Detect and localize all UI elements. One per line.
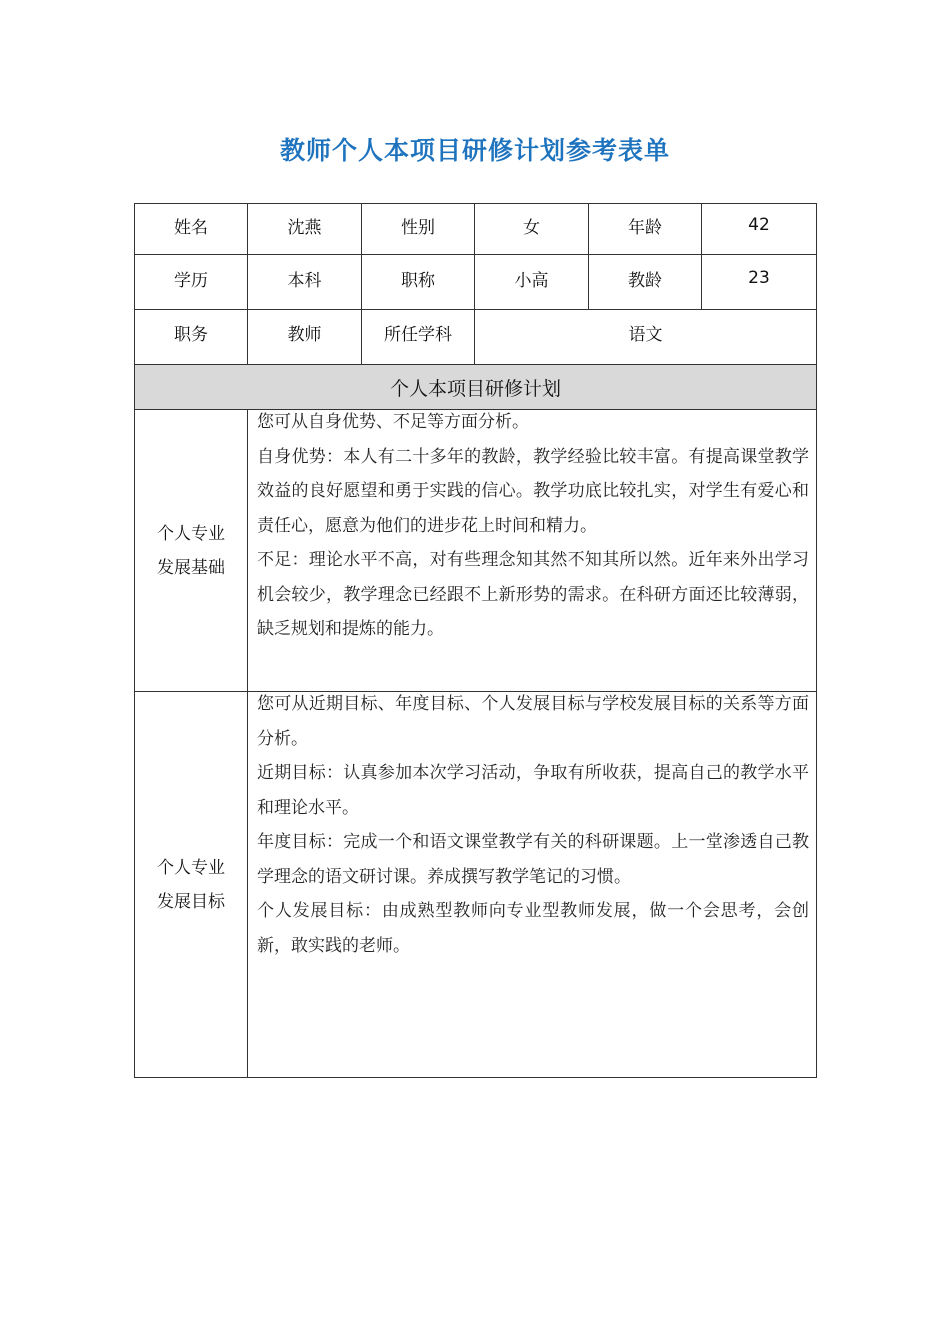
education-label-cell [135, 255, 248, 310]
name-value-cell [248, 204, 362, 255]
teaching-years-value-cell [702, 255, 817, 310]
foundation-label-line1: 个人专业 [157, 523, 225, 544]
position-value-cell [248, 310, 362, 365]
position-label-cell [135, 310, 248, 365]
name-label-cell [135, 204, 248, 255]
table-row [135, 204, 817, 255]
foundation-label-cell [135, 410, 248, 692]
age-label: 年龄 [628, 217, 662, 238]
gender-label: 性别 [401, 217, 435, 238]
page-title: 教师个人本项目研修计划参考表单 [279, 136, 670, 165]
table-row [135, 365, 817, 410]
education-label: 学历 [174, 270, 208, 291]
age-label-cell [589, 204, 702, 255]
goals-paragraph: 您可从近期目标、年度目标、个人发展目标与学校发展目标的关系等方面分析。 [257, 694, 809, 749]
table-row [135, 255, 817, 310]
goals-label-line2: 发展目标 [157, 891, 225, 912]
education-value: 本科 [287, 270, 322, 291]
section-header [135, 365, 817, 410]
education-value-cell [248, 255, 362, 310]
foundation-content-cell [248, 410, 817, 692]
subject-label-cell [362, 310, 475, 365]
subject-value-cell [475, 310, 817, 365]
goals-content-cell [248, 692, 817, 1078]
goals-label-line1: 个人专业 [157, 857, 225, 878]
goals-label-cell [135, 692, 248, 1078]
position-value: 教师 [287, 324, 322, 345]
age-value-cell [702, 204, 817, 255]
gender-label-cell [362, 204, 475, 255]
table-row [135, 692, 817, 1078]
foundation-paragraph: 您可从自身优势、不足等方面分析。 [257, 412, 529, 432]
name-value: 沈燕 [287, 217, 322, 238]
rank-label-cell [362, 255, 475, 310]
position-label: 职务 [174, 324, 208, 345]
table-row [135, 410, 817, 692]
subject-value: 语文 [628, 324, 663, 345]
goals-paragraph: 个人发展目标：由成熟型教师向专业型教师发展，做一个会思考，会创新，敢实践的老师。 [257, 901, 809, 956]
teaching-years-value: 23 [748, 268, 770, 288]
rank-label: 职称 [401, 270, 435, 291]
foundation-label-line2: 发展基础 [157, 557, 225, 578]
rank-value-cell [475, 255, 589, 310]
plan-form-table [134, 203, 817, 1078]
gender-value: 女 [523, 217, 540, 238]
table-row [135, 310, 817, 365]
teaching-years-label-cell [589, 255, 702, 310]
section-title: 个人本项目研修计划 [389, 377, 561, 400]
goals-paragraph: 年度目标：完成一个和语文课堂教学有关的科研课题。上一堂渗透自己教学理念的语文研讨课。养成撰写教学笔记的习惯。 [257, 832, 809, 887]
foundation-paragraph: 自身优势：本人有二十多年的教龄，教学经验比较丰富。有提高课堂教学效益的良好愿望和勇于实践的信心。教学功底比较扎实，对学生有爱心和责任心，愿意为他们的进步花上时间和精力。 [257, 446, 809, 536]
name-label: 姓名 [174, 217, 208, 238]
rank-value: 小高 [514, 270, 549, 291]
gender-value-cell [475, 204, 589, 255]
subject-label: 所任学科 [384, 324, 452, 345]
goals-paragraph: 近期目标：认真参加本次学习活动，争取有所收获，提高自己的教学水平和理论水平。 [257, 763, 809, 818]
teaching-years-label: 教龄 [628, 270, 662, 291]
foundation-paragraph: 不足：理论水平不高，对有些理念知其然不知其所以然。近年来外出学习机会较少，教学理念已经跟不上新形势的需求。在科研方面还比较薄弱，缺乏规划和提炼的能力。 [257, 550, 809, 639]
age-value: 42 [748, 215, 770, 235]
